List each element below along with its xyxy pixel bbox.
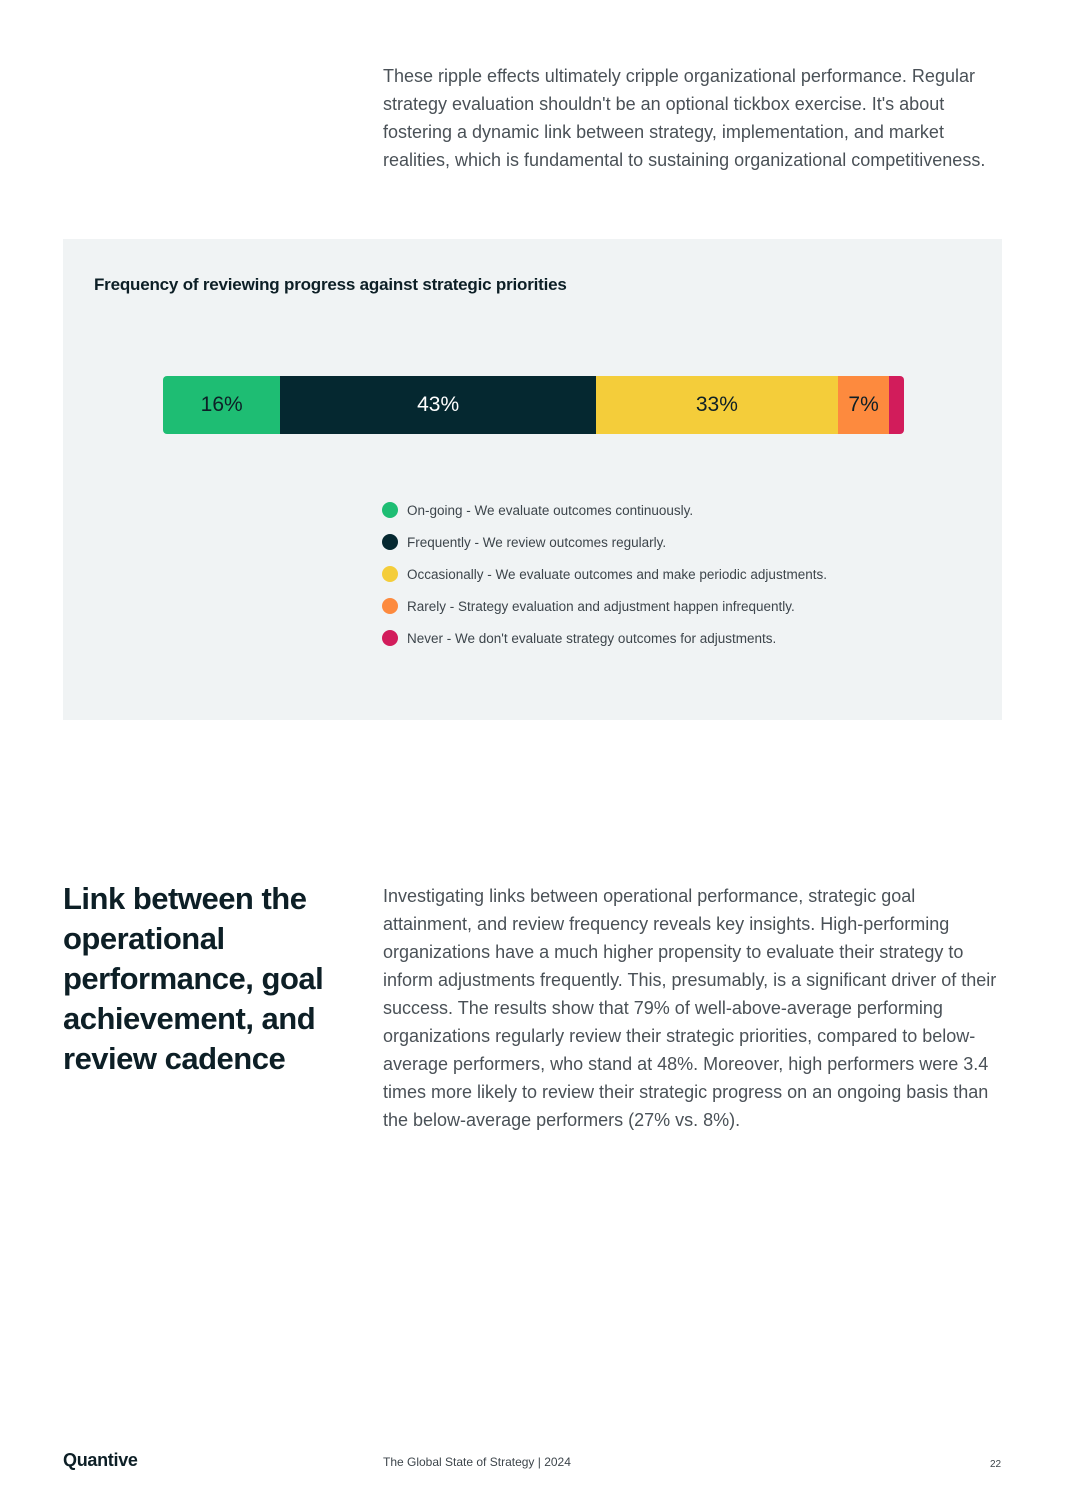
- stacked-bar: [163, 376, 904, 434]
- intro-paragraph: These ripple effects ultimately cripple organizational performance. Regular strategy evaluation shouldn't be an optional tickbox exercise. It's about fostering a dynamic link between strategy, implementation, and market realities, which is fundamental to sustaining organizational competitiveness.: [383, 66, 986, 170]
- page-number: 22: [990, 1459, 1002, 1470]
- bar-segment-3: [596, 376, 838, 434]
- legend-label: Rarely - Strategy evaluation and adjustment happen infrequently.: [407, 598, 795, 614]
- bar-segment-label: 33%: [695, 393, 738, 416]
- legend-item: [382, 558, 827, 590]
- legend-swatch: [382, 598, 398, 614]
- legend-item: [382, 590, 827, 622]
- legend-label: On-going - We evaluate outcomes continuously.: [407, 502, 694, 518]
- section-heading: Link between the operational performance, goal achievement, and review cadence: [63, 881, 324, 1076]
- chart-legend: [382, 494, 827, 654]
- chart-panel: [63, 239, 1002, 720]
- bar-segment-5: [889, 376, 904, 434]
- footer-publication: The Global State of Strategy | 2024: [383, 1455, 571, 1469]
- bar-segment-1: [163, 376, 280, 434]
- bar-segment-2: [280, 376, 595, 434]
- legend-item: [382, 622, 827, 654]
- legend-item: [382, 526, 827, 558]
- legend-swatch: [382, 630, 398, 646]
- legend-label: Occasionally - We evaluate outcomes and make periodic adjustments.: [407, 566, 827, 582]
- bar-segment-label: 43%: [417, 393, 460, 416]
- legend-label: Never - We don't evaluate strategy outcomes for adjustments.: [407, 630, 777, 646]
- chart-title: Frequency of reviewing progress against strategic priorities: [94, 275, 567, 294]
- brand-logo: Quantive: [63, 1450, 138, 1470]
- legend-item: [382, 494, 827, 526]
- legend-swatch: [382, 502, 398, 518]
- section-body: Investigating links between operational performance, strategic goal attainment, and review frequency reveals key insights. High-performing organizations have a much higher propensity to evaluate their strategy to inform adjustments frequently. This, presumably, is a significant driver of their success. The results show that 79% of well-above-average performing organizations regularly review their strategic priorities, compared to below-average performers, who stand at 48%. Moreover, high performers were 3.4 times more likely to review their strategic progress on an ongoing basis than the below-average performers (27% vs. 8%).: [383, 886, 997, 1130]
- bar-segment-4: [838, 376, 889, 434]
- legend-swatch: [382, 534, 398, 550]
- bar-segment-label: 7%: [848, 393, 879, 416]
- legend-swatch: [382, 566, 398, 582]
- bar-segment-label: 16%: [200, 393, 243, 416]
- legend-label: Frequently - We review outcomes regularly.: [407, 534, 667, 550]
